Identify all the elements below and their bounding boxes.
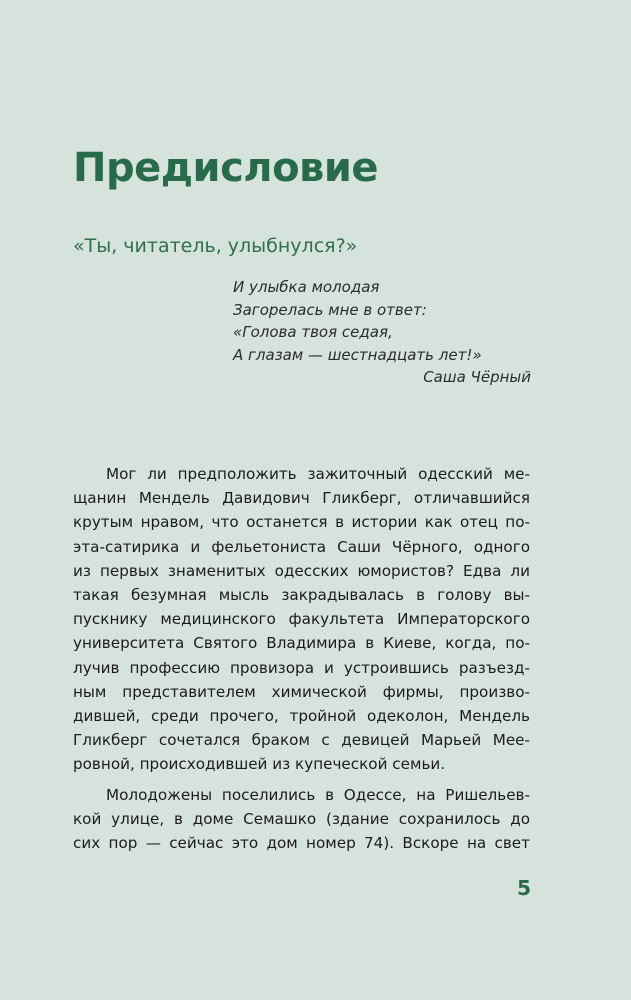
text-line: кой улице, в доме Семашко (здание сохранилось до (73, 809, 530, 828)
text-line: сих пор — сейчас это дом номер 74). Вскоре на свет (73, 834, 530, 853)
paragraph (73, 783, 530, 856)
text-line: пускнику медицинского факультета Императорского (73, 610, 530, 629)
text-line: ным представителем химической фирмы, произво- (73, 682, 530, 701)
epigraph-line: Загорелась мне в ответ: (233, 300, 427, 319)
text-line: такая безумная мысль закрадывалась в голову вы- (73, 586, 530, 605)
text-line: дившей, среди прочего, тройной одеколон, Мендель (73, 707, 530, 726)
text-line: Гликберг сочетался браком с девицей Марьей Мее- (73, 731, 530, 750)
text-line: Мог ли предположить зажиточный одесский ме- (106, 465, 530, 483)
text-line: Молодожены поселились в Одессе, на Ришельев- (106, 785, 530, 804)
text-line: эта-сатирика и фельетониста Саши Чёрного, одного (73, 537, 530, 556)
text-line: щанин Мендель Давидович Гликберг, отличавшийся (73, 489, 530, 508)
epigraph (233, 276, 533, 389)
epigraph-author: Саша Чёрный (423, 368, 531, 386)
text-line: из первых знаменитых одесских юмористов? Едва ли (73, 561, 530, 580)
chapter-subtitle: «Ты, читатель, улыбнулся?» (73, 235, 358, 257)
body-text (73, 462, 530, 861)
text-line: университета Святого Владимира в Киеве, когда, по- (73, 634, 530, 653)
epigraph-line: А глазам — шестнадцать лет!» (233, 345, 482, 364)
paragraph (73, 462, 530, 777)
text-line: ровной, происходившей из купеческой семьи. (73, 755, 446, 774)
page-number: 5 (517, 876, 531, 900)
epigraph-line: «Голова твоя седая, (233, 323, 393, 341)
chapter-title: Предисловие (73, 145, 379, 191)
text-line: крутым нравом, что останется в истории как отец по- (73, 513, 530, 532)
epigraph-line: И улыбка молодая (233, 278, 380, 296)
text-line: лучив профессию провизора и устроившись разъезд- (73, 658, 530, 677)
